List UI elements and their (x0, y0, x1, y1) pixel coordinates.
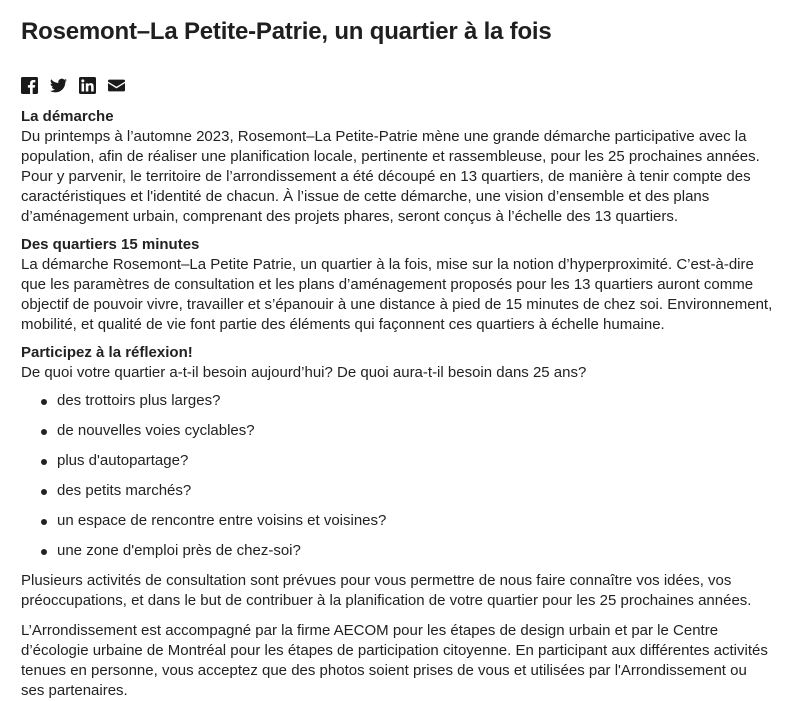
list-item: des petits marchés? (41, 481, 774, 501)
facebook-icon[interactable] (21, 77, 38, 94)
list-item: une zone d'emploi près de chez-soi? (41, 541, 774, 561)
section-demarche (21, 107, 774, 227)
list-item: de nouvelles voies cyclables? (41, 421, 774, 441)
section-body: Du printemps à l’automne 2023, Rosemont–La Petite-Patrie mène une grande démarche participative avec la population, afin de réaliser une planification locale, pertinente et rassembleuse, pour les 25 prochaines années. Pour y parvenir, le territoire de l’arrondissement a été découpé en 13 quartiers, de manière à tenir compte des caractéristiques et l'identité de chacun. À l’issue de cette démarche, une vision d’ensemble et des plans d’aménagement urbain, comprenant des projets phares, seront conçus à l’échelle des 13 quartiers. (21, 128, 760, 225)
section-intro: De quoi votre quartier a-t-il besoin aujourd’hui? De quoi aura-t-il besoin dans 25 ans? (21, 364, 587, 381)
page-title: Rosemont–La Petite-Patrie, un quartier à la fois (21, 18, 552, 45)
section-body: La démarche Rosemont–La Petite Patrie, un quartier à la fois, mise sur la notion d’hyperproximité. C’est-à-dire que les paramètres de consultation et les plans d’aménagement proposés pour les 13 quartiers auront comme objectif de pouvoir vivre, travailler et s’épanouir à une distance à pied de 15 minutes de chez soi. Environnement, mobilité, et qualité de vie font partie des éléments qui façonnent ces quartiers à échelle humaine. (21, 256, 773, 333)
section-title: Participez à la réflexion! (21, 344, 193, 361)
linkedin-icon[interactable] (79, 77, 96, 94)
section-participez (21, 343, 774, 701)
list-item: un espace de rencontre entre voisins et voisines? (41, 511, 774, 531)
list-item: des trottoirs plus larges? (41, 391, 774, 411)
consultation-paragraph: Plusieurs activités de consultation sont prévues pour vous permettre de nous faire connaître vos idées, vos préoccupations, et dans le but de contribuer à la planification de votre quartier pour les 25 prochaines années. (21, 572, 752, 609)
section-title: La démarche (21, 108, 114, 125)
question-list (21, 391, 774, 561)
list-item: plus d'autopartage? (41, 451, 774, 471)
section-quartiers (21, 235, 774, 335)
twitter-icon[interactable] (50, 77, 67, 94)
email-icon[interactable] (108, 77, 125, 94)
share-bar (21, 75, 774, 95)
section-title: Des quartiers 15 minutes (21, 236, 200, 253)
partners-paragraph: L’Arrondissement est accompagné par la firme AECOM pour les étapes de design urbain et par le Centre d’écologie urbaine de Montréal pour les étapes de participation citoyenne. En participant aux différentes activités tenues en personne, vous acceptez que des photos soient prises de vous et utilisées par l'Arrondissement ou ses partenaires. (21, 622, 768, 699)
